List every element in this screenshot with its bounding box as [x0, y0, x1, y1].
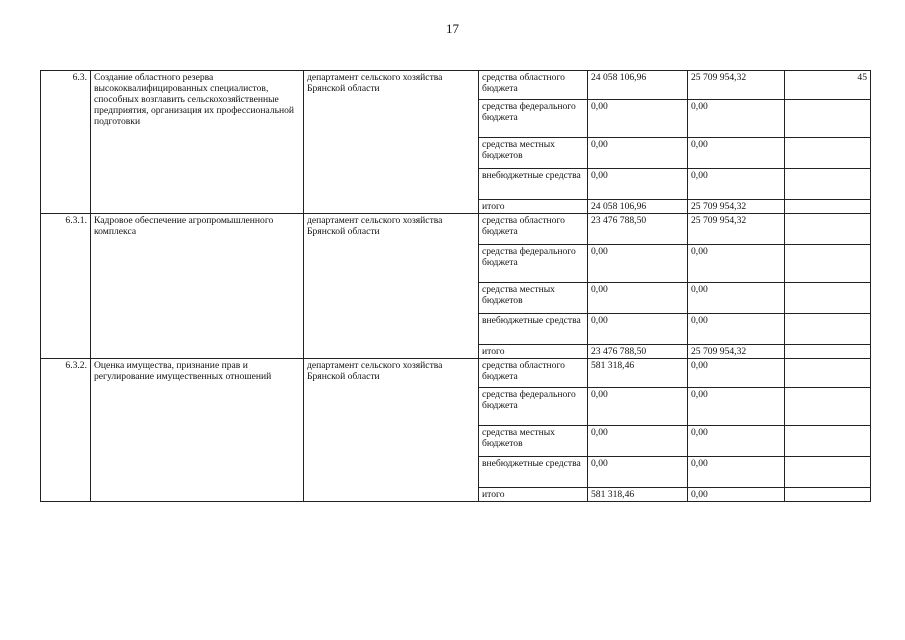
amount-col-2: 0,00 — [688, 488, 785, 502]
amount-col-1: 0,00 — [588, 100, 688, 138]
amount-col-3 — [785, 283, 871, 314]
amount-col-1: 0,00 — [588, 245, 688, 283]
amount-col-3 — [785, 488, 871, 502]
amount-col-2: 0,00 — [688, 283, 785, 314]
funding-source: средства федерального бюджета — [479, 245, 588, 283]
section-name: Кадровое обеспечение агропромышленного комплекса — [91, 214, 304, 359]
amount-col-2: 0,00 — [688, 426, 785, 457]
amount-col-2: 0,00 — [688, 138, 785, 169]
amount-col-2: 0,00 — [688, 169, 785, 200]
amount-col-3 — [785, 388, 871, 426]
funding-source: внебюджетные средства — [479, 457, 588, 488]
funding-source: средства федерального бюджета — [479, 388, 588, 426]
amount-col-3 — [785, 200, 871, 214]
amount-col-3 — [785, 426, 871, 457]
page-number: 17 — [446, 21, 459, 36]
amount-col-3 — [785, 345, 871, 359]
amount-col-1: 581 318,46 — [588, 488, 688, 502]
funding-source: средства федерального бюджета — [479, 100, 588, 138]
section-name: Оценка имущества, признание прав и регулирование имущественных отношений — [91, 359, 304, 502]
table-row — [41, 71, 871, 100]
amount-col-1: 0,00 — [588, 314, 688, 345]
section-number: 6.3. — [41, 71, 91, 214]
section-name: Создание областного резерва высококвалифицированных специалистов, способных возглавить сельскохозяйственные предприятия, организация их профессиональной подготовки — [91, 71, 304, 214]
amount-col-1: 24 058 106,96 — [588, 71, 688, 100]
amount-col-3 — [785, 138, 871, 169]
amount-col-1: 0,00 — [588, 457, 688, 488]
amount-col-3: 45 — [785, 71, 871, 100]
amount-col-2: 0,00 — [688, 314, 785, 345]
amount-col-1: 0,00 — [588, 283, 688, 314]
budget-table — [40, 70, 871, 502]
section-number: 6.3.1. — [41, 214, 91, 359]
amount-col-1: 23 476 788,50 — [588, 214, 688, 245]
funding-source: средства областного бюджета — [479, 359, 588, 388]
funding-source: средства местных бюджетов — [479, 283, 588, 314]
amount-col-1: 0,00 — [588, 169, 688, 200]
amount-col-3 — [785, 359, 871, 388]
funding-source: итого — [479, 200, 588, 214]
amount-col-2: 25 709 954,32 — [688, 214, 785, 245]
amount-col-2: 0,00 — [688, 359, 785, 388]
amount-col-2: 25 709 954,32 — [688, 200, 785, 214]
funding-source: внебюджетные средства — [479, 314, 588, 345]
funding-source: средства областного бюджета — [479, 71, 588, 100]
amount-col-2: 0,00 — [688, 245, 785, 283]
amount-col-3 — [785, 169, 871, 200]
amount-col-2: 25 709 954,32 — [688, 345, 785, 359]
amount-col-1: 581 318,46 — [588, 359, 688, 388]
funding-source: внебюджетные средства — [479, 169, 588, 200]
amount-col-3 — [785, 245, 871, 283]
section-executor: департамент сельского хозяйства Брянской области — [304, 71, 479, 214]
amount-col-2: 0,00 — [688, 100, 785, 138]
table-row — [41, 214, 871, 245]
amount-col-1: 0,00 — [588, 388, 688, 426]
amount-col-1: 0,00 — [588, 138, 688, 169]
amount-col-1: 0,00 — [588, 426, 688, 457]
amount-col-2: 25 709 954,32 — [688, 71, 785, 100]
funding-source: итого — [479, 488, 588, 502]
section-executor: департамент сельского хозяйства Брянской области — [304, 359, 479, 502]
section-executor: департамент сельского хозяйства Брянской области — [304, 214, 479, 359]
funding-source: средства местных бюджетов — [479, 426, 588, 457]
table-row — [41, 359, 871, 388]
funding-source: итого — [479, 345, 588, 359]
amount-col-1: 23 476 788,50 — [588, 345, 688, 359]
funding-source: средства местных бюджетов — [479, 138, 588, 169]
amount-col-2: 0,00 — [688, 388, 785, 426]
amount-col-3 — [785, 457, 871, 488]
section-number: 6.3.2. — [41, 359, 91, 502]
amount-col-1: 24 058 106,96 — [588, 200, 688, 214]
funding-source: средства областного бюджета — [479, 214, 588, 245]
amount-col-2: 0,00 — [688, 457, 785, 488]
amount-col-3 — [785, 100, 871, 138]
amount-col-3 — [785, 214, 871, 245]
amount-col-3 — [785, 314, 871, 345]
